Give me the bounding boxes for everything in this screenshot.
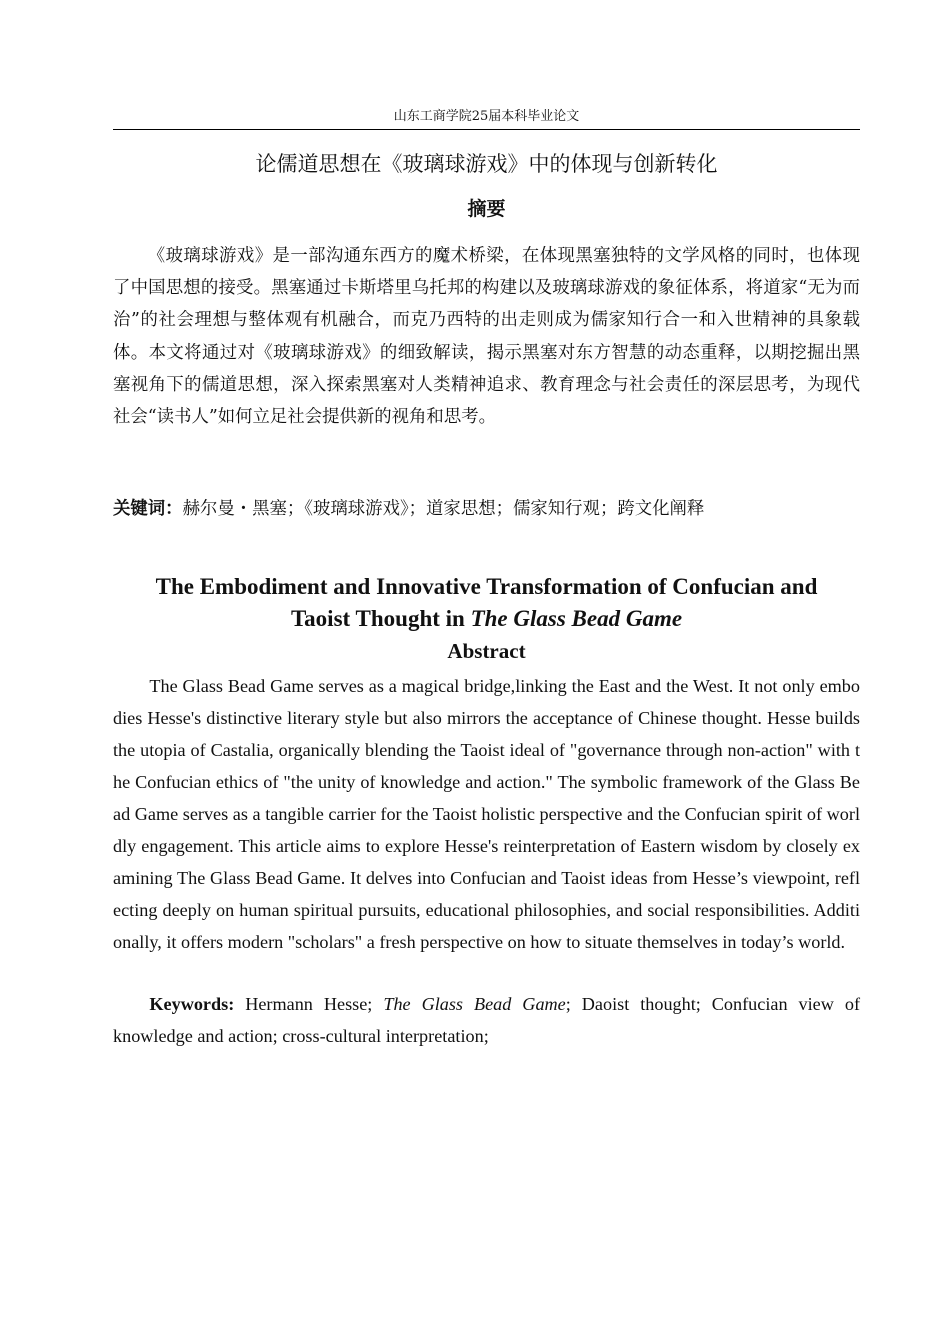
english-keywords-label: Keywords: xyxy=(149,994,235,1014)
english-title xyxy=(113,571,860,635)
running-header: 山东工商学院25届本科毕业论文 xyxy=(113,108,860,130)
chinese-keywords xyxy=(113,493,860,525)
english-title-book-name: The Glass Bead Game xyxy=(470,606,683,631)
english-keywords-book-name: The Glass Bead Game xyxy=(383,994,566,1014)
english-title-line2-prefix: Taoist Thought in xyxy=(290,606,471,631)
english-keywords-part1: Hermann Hesse; xyxy=(234,994,384,1014)
chinese-keywords-label: 关键词： xyxy=(113,499,183,519)
chinese-title: 论儒道思想在《玻璃球游戏》中的体现与创新转化 xyxy=(255,152,718,176)
english-keywords xyxy=(113,988,860,1052)
chinese-abstract-body: 《玻璃球游戏》是一部沟通东西方的魔术桥梁，在体现黑塞独特的文学风格的同时，也体现了中国思想的接受。黑塞通过卡斯塔里乌托邦的构建以及玻璃球游戏的象征体系，将道家“无为而治”的社会理想与整体观有机融合，而克乃西特的出走则成为儒家知行合一和入世精神的具象载体。本文将通过对《玻璃球游戏》的细致解读，揭示黑塞对东方智慧的动态重释，以期挖掘出黑塞视角下的儒道思想，深入探索黑塞对人类精神追求、教育理念与社会责任的深层思考，为现代社会“读书人”如何立足社会提供新的视角和思考。 xyxy=(113,246,860,428)
english-keywords-part2: ; Daoist thought; Confucian view of knowledge and action; cross-cultural interpretation; xyxy=(113,994,860,1046)
english-title-line1: The Embodiment and Innovative Transformation of Confucian and xyxy=(155,574,818,599)
chinese-abstract-heading: 摘要 xyxy=(467,198,506,220)
english-title-line2 xyxy=(113,603,860,635)
chinese-keywords-text: 赫尔曼・黑塞；《玻璃球游戏》；道家思想；儒家知行观；跨文化阐释 xyxy=(182,499,705,519)
english-abstract-body: The Glass Bead Game serves as a magical bridge,linking the East and the West. It not only embodies Hesse's distinctive literary style but also mirrors the acceptance of Chinese thought. Hesse builds the utopia of Castalia, organically blending the Taoist ideal of "governance through non-action" with the Confucian ethics of "the unity of knowledge and action." The symbolic framework of the Glass Bead Game serves as a tangible carrier for the Taoist holistic perspective and the Confucian spirit of worldly engagement. This article aims to explore Hesse's reinterpretation of Eastern wisdom by closely examining The Glass Bead Game. It delves into Confucian and Taoist ideas from Hesse’s viewpoint, reflecting deeply on human spiritual pursuits, educational philosophies, and social responsibilities. Additionally, it offers modern "scholars" a fresh perspective on how to situate themselves in today’s world. xyxy=(113,676,860,952)
english-abstract-heading: Abstract xyxy=(447,639,526,663)
